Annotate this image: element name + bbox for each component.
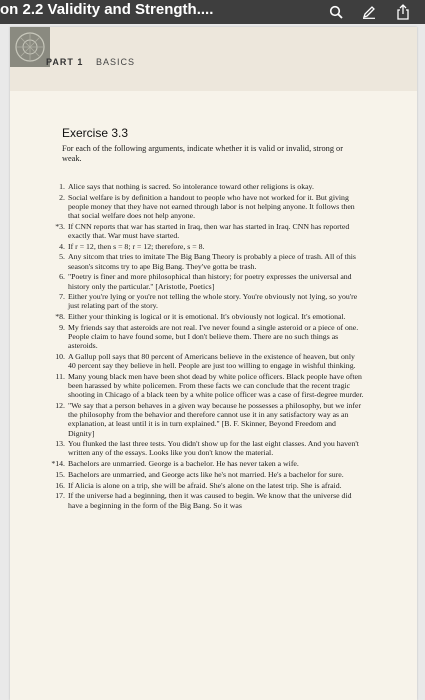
item-number: *8.: [55, 312, 65, 322]
item-number: 10.: [55, 351, 65, 361]
search-icon[interactable]: [328, 4, 344, 20]
item-number: 2.: [59, 192, 65, 202]
exercise-item: [46, 372, 364, 400]
item-number: 9.: [59, 322, 65, 332]
item-text: Either you're lying or you're not telling the whole story. You're obviously not lying, so you're just relating part of the story.: [68, 292, 358, 311]
exercise-instructions: For each of the following arguments, indicate whether it is valid or invalid, strong or weak.: [62, 144, 343, 163]
exercise-item: [46, 439, 364, 457]
exercise-item: [46, 222, 364, 240]
exercise-item: [46, 292, 364, 310]
item-text: "Poetry is finer and more philosophical than history; for poetry expresses the universal and history only the particular." [Aristotle, Poetics]: [68, 272, 352, 291]
item-text: Social welfare is by definition a handout to people who have not worked for it. But giving people money that they have not earned through labor is not helping anyone. It follows then that social welfare does not help anyone.: [68, 192, 355, 221]
exercise-item: [46, 272, 364, 290]
item-text: Bachelors are unmarried, and George acts like he's not married. He's a bachelor for sure.: [68, 469, 344, 479]
item-number: 6.: [59, 272, 65, 282]
app-bar: [0, 0, 425, 24]
exercise-item: [46, 252, 364, 270]
exercise-item: [46, 491, 364, 509]
item-text: "We say that a person behaves in a given way because he possesses a philosophy, but we infer the philosophy from the behavior and therefore cannot use it in any satisfactory way as an explanation, at least until it is in turn explained." [B. F. Skinner, Beyond Freedom and Dignity]: [68, 400, 362, 438]
item-text: Either your thinking is logical or it is emotional. It's obviously not logical. It's emotional.: [68, 312, 346, 322]
page-header: [10, 27, 417, 91]
exercise-item: [46, 459, 364, 468]
item-number: 1.: [59, 182, 65, 191]
exercise-title: Exercise 3.3: [62, 126, 129, 140]
exercise-item: [46, 352, 364, 370]
item-text: If r = 12, then s = 8; r = 12; therefore, s = 8.: [68, 241, 205, 251]
item-text: Any sitcom that tries to imitate The Big Bang Theory is probably a piece of trash. All of this season's sitcoms try to ape Big Bang. They've gotta be trash.: [68, 252, 356, 271]
item-number: 11.: [55, 371, 65, 381]
document-title: on 2.2 Validity and Strength....: [0, 1, 214, 18]
item-text: You flunked the last three tests. You didn't show up for the last eight classes. And you haven't written any of the essays. Looks like you don't know the material.: [68, 439, 359, 458]
item-number: 16.: [55, 480, 65, 490]
item-number: 17.: [55, 491, 65, 501]
section-label: BASICS: [96, 57, 136, 67]
item-text: If CNN reports that war has started in Iraq, then war has started in Iraq. CNN has reported exactly that. War must have started.: [68, 221, 350, 241]
part-label: PART 1: [46, 57, 84, 67]
item-number: 13.: [55, 439, 65, 449]
item-text: If the universe had a beginning, then it was caused to begin. We know that the universe did have a beginning in the form of the Big Bang. So it was: [68, 491, 352, 510]
item-text: If Alicia is alone on a trip, she will be afraid. She's alone on the latest trip. She is afraid.: [68, 480, 342, 490]
book-page: [10, 27, 417, 700]
item-text: My friends say that asteroids are not real. I've never found a single asteroid or a piece of one. People claim to have found some, but I don't believe them. There are no such things as asteroids.: [68, 322, 359, 351]
exercise-item: [46, 470, 364, 479]
chapter-emblem: [10, 27, 50, 67]
exercise-item: [46, 323, 364, 351]
exercise-item: [46, 182, 364, 191]
pencil-icon[interactable]: [361, 4, 377, 20]
exercise-item: [46, 312, 364, 321]
item-text: Bachelors are unmarried. George is a bachelor. He has never taken a wife.: [68, 459, 299, 469]
item-number: 4.: [59, 241, 65, 251]
item-number: 7.: [59, 292, 65, 302]
item-number: 15.: [55, 469, 65, 479]
item-text: A Gallup poll says that 80 percent of Americans believe in the existence of heaven, but only 40 percent say they believe in hell. People are just too willing to engage in wishful thinking.: [68, 351, 356, 371]
exercise-item: [46, 242, 364, 251]
item-number: 5.: [59, 252, 65, 262]
argument-list: [46, 182, 364, 511]
exercise-item: [46, 401, 364, 438]
exercise-item: [46, 193, 364, 221]
share-icon[interactable]: [395, 4, 411, 20]
item-text: Alice says that nothing is sacred. So intolerance toward other religions is okay.: [68, 182, 314, 191]
item-number: *14.: [51, 459, 65, 469]
item-number: *3.: [55, 221, 65, 231]
item-number: 12.: [55, 400, 65, 410]
item-text: Many young black men have been shot dead by white police officers. Black people have often been harassed by white policemen. From these facts we can conclude that the recent tragic shooting in Chicago of a black teen by a white police officer was a case of first-degree murder.: [68, 371, 364, 400]
exercise-item: [46, 481, 364, 490]
